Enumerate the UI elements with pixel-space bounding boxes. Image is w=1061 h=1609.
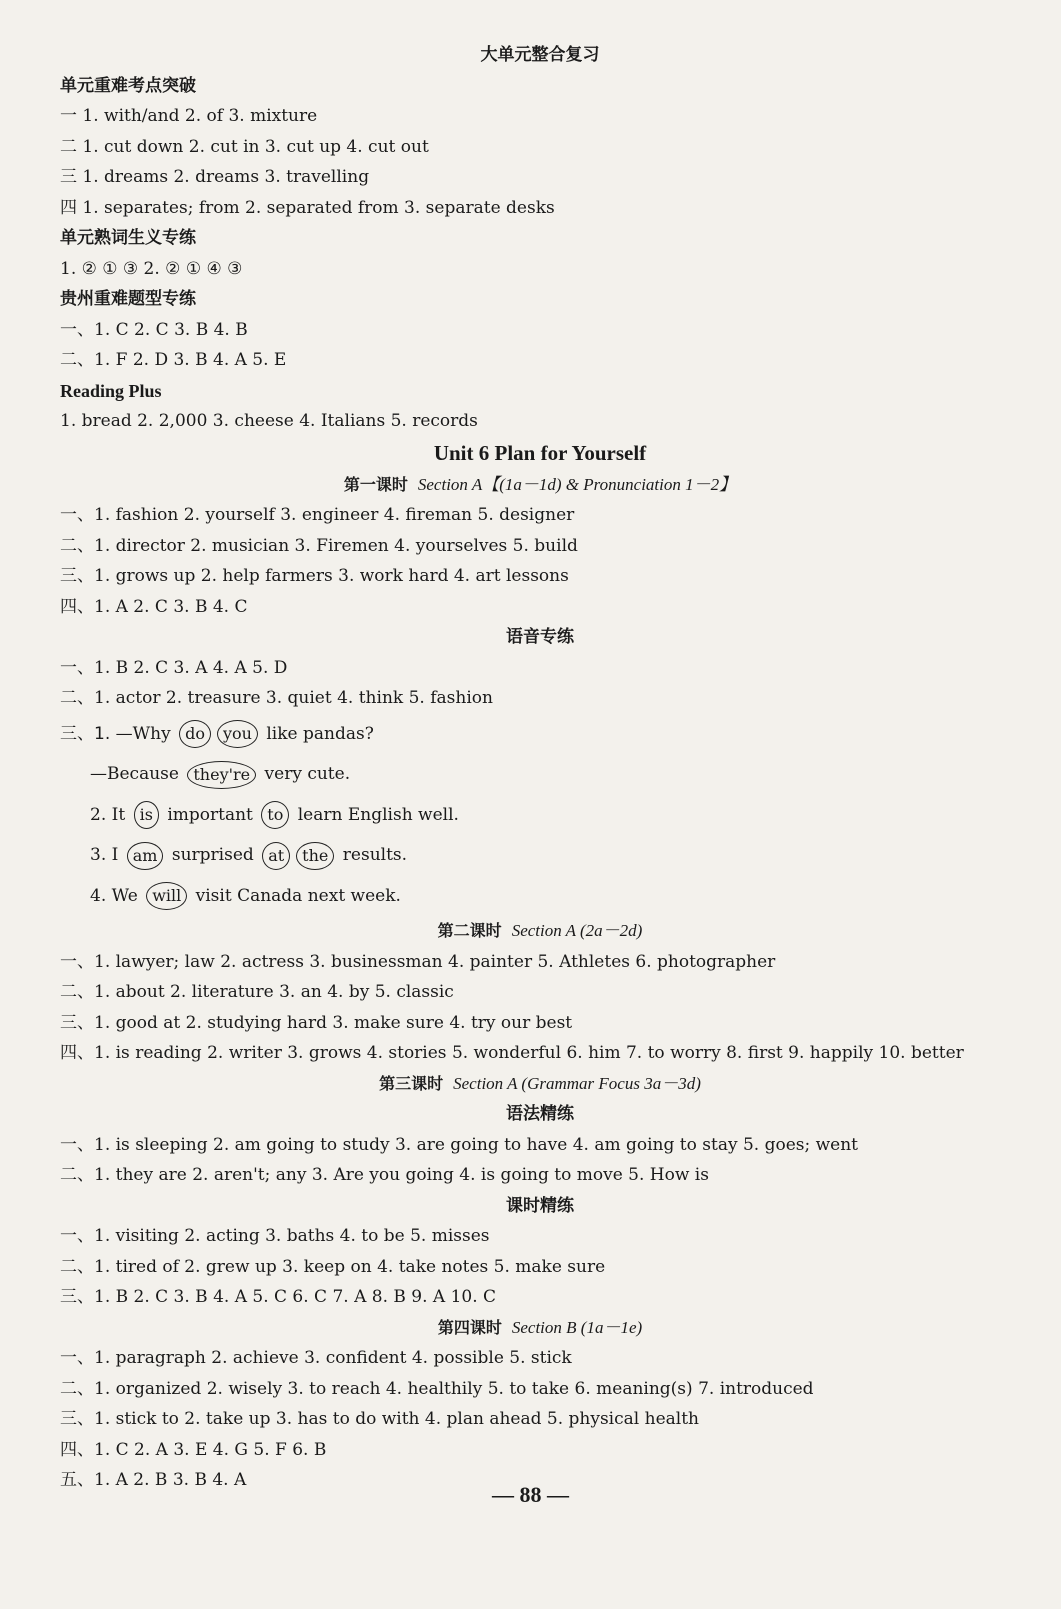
practice-answer-line: 二、1. tired of 2. grew up 3. keep on 4. take notes 5. make sure: [60, 1256, 606, 1277]
sentence-text: visit Canada next week.: [195, 885, 401, 906]
circled-word: you: [217, 720, 258, 748]
circled-word: to: [261, 801, 289, 829]
lesson-4-section: Section B (1a－1e): [511, 1317, 643, 1337]
lesson-1-answer-line: 一、1. fashion 2. yourself 3. engineer 4. fireman 5. designer: [60, 505, 575, 525]
lesson-3-heading: [60, 1069, 1020, 1100]
phonetics-line: [60, 795, 1020, 836]
practice-answer-line: 一、1. visiting 2. acting 3. baths 4. to be 5. misses: [60, 1226, 490, 1246]
practice-answer-line: 三、1. B 2. C 3. B 4. A 5. C 6. C 7. A 8. B 9. A 10. C: [60, 1287, 497, 1307]
lesson-4-heading: [60, 1313, 1020, 1344]
phonetics-answer-line: 一、1. B 2. C 3. A 4. A 5. D: [60, 657, 288, 678]
unit-title: Unit 6 Plan for Yourself: [433, 440, 647, 465]
item-label: 三、1.: [60, 723, 111, 744]
lesson-1-section: Section A【(1a－1d) & Pronunciation 1－2】: [417, 474, 737, 494]
circled-word: at: [262, 842, 290, 870]
lesson-3-section: Section A (Grammar Focus 3a－3d): [453, 1073, 701, 1093]
sentence-text: results.: [342, 845, 408, 865]
unit-review-section: [60, 71, 1020, 437]
lesson-4-answer-line: 三、1. stick to 2. take up 3. has to do with 4. plan ahead 5. physical health: [60, 1409, 699, 1429]
section-heading: 贵州重难题型专练: [60, 289, 196, 309]
review-answer-line: 1. bread 2. 2,000 3. cheese 4. Italians 5. records: [60, 411, 478, 431]
lesson-2-answer-line: 三、1. good at 2. studying hard 3. make sure 4. try our best: [60, 1012, 573, 1033]
page-header-title: 大单元整合复习: [480, 45, 600, 65]
circled-word: they're: [187, 761, 256, 789]
grammar-answer-line: 一、1. is sleeping 2. am going to study 3. are going to have 4. am going to stay 5. goes; went: [60, 1134, 859, 1155]
lesson-2-label: 第二课时: [437, 921, 502, 940]
phonetics-line: [60, 876, 1020, 917]
sentence-text: —Why: [115, 723, 171, 744]
phonetics-answer-line: 二、1. actor 2. treasure 3. quiet 4. think 5. fashion: [60, 688, 493, 708]
phonetics-line: [60, 714, 1020, 755]
sentence-text: learn English well.: [297, 804, 459, 825]
sentence-text: —Because: [90, 764, 179, 784]
section-heading: 单元熟词生义专练: [60, 228, 196, 248]
lesson-2-answer-line: 二、1. about 2. literature 3. an 4. by 5. classic: [60, 982, 454, 1002]
sentence-text: 2. It: [90, 804, 126, 825]
lesson-1-answer-line: 二、1. director 2. musician 3. Firemen 4. yourselves 5. build: [60, 535, 578, 556]
grammar-answers: [60, 1130, 1020, 1191]
lesson-1-answer-line: 三、1. grows up 2. help farmers 3. work hard 4. art lessons: [60, 566, 569, 586]
lesson-2-section: Section A (2a－2d): [511, 921, 643, 940]
circled-word: am: [127, 842, 164, 870]
lesson-1-answers: [60, 500, 1020, 622]
review-answer-line: 四 1. separates; from 2. separated from 3. separate desks: [60, 197, 555, 218]
phonetics-line: [60, 835, 1020, 876]
sentence-text: 3. I: [90, 845, 119, 865]
circled-word: do: [179, 720, 211, 748]
lesson-2-answer-line: 四、1. is reading 2. writer 3. grows 4. stories 5. wonderful 6. him 7. to worry 8. first 9. happily 10. better: [60, 1043, 964, 1063]
lesson-1-label: 第一课时: [343, 474, 408, 494]
lesson-1-heading: [60, 470, 1020, 501]
lesson-2-answer-line: 一、1. lawyer; law 2. actress 3. businessman 4. painter 5. Athletes 6. photographer: [60, 951, 776, 972]
circled-word: will: [146, 882, 187, 910]
review-answer-line: 1. ② ① ③ 2. ② ① ④ ③: [60, 258, 243, 279]
phonetics-answers: [60, 653, 1020, 714]
sentence-text: like pandas?: [266, 723, 374, 744]
phonetics-title: 语音专练: [506, 627, 574, 647]
answer-page: [60, 40, 1020, 1496]
phonetics-part-3: [60, 714, 1020, 917]
phonetics-line: [60, 754, 1020, 795]
grammar-title: 语法精练: [506, 1104, 574, 1124]
sentence-text: 4. We: [90, 885, 138, 906]
circled-word: is: [134, 801, 159, 829]
lesson-4-answers: [60, 1343, 1020, 1496]
lesson-4-answer-line: 五、1. A 2. B 3. B 4. A: [60, 1470, 247, 1490]
practice-title: 课时精练: [506, 1195, 574, 1216]
lesson-4-answer-line: 二、1. organized 2. wisely 3. to reach 4. healthily 5. to take 6. meaning(s) 7. introduced: [60, 1378, 814, 1399]
lesson-2-answers: [60, 947, 1020, 1069]
lesson-1-answer-line: 四、1. A 2. C 3. B 4. C: [60, 596, 248, 617]
section-heading: Reading Plus: [60, 380, 162, 401]
lesson-4-label: 第四课时: [437, 1317, 502, 1337]
sentence-text: surprised: [171, 845, 254, 865]
sentence-text: important: [167, 804, 253, 825]
circled-word: the: [296, 842, 334, 870]
lesson-3-label: 第三课时: [379, 1073, 444, 1093]
lesson-2-heading: [60, 916, 1020, 947]
review-answer-line: 一、1. C 2. C 3. B 4. B: [60, 319, 248, 340]
lesson-4-answer-line: 四、1. C 2. A 3. E 4. G 5. F 6. B: [60, 1439, 327, 1460]
review-answer-line: 二 1. cut down 2. cut in 3. cut up 4. cut out: [60, 136, 429, 157]
lesson-4-answer-line: 一、1. paragraph 2. achieve 3. confident 4. possible 5. stick: [60, 1348, 572, 1368]
section-heading: 单元重难考点突破: [60, 75, 196, 96]
grammar-answer-line: 二、1. they are 2. aren't; any 3. Are you going 4. is going to move 5. How is: [60, 1165, 709, 1185]
practice-answers: [60, 1221, 1020, 1313]
page-number: — 88 —: [492, 1482, 569, 1507]
review-answer-line: 二、1. F 2. D 3. B 4. A 5. E: [60, 350, 287, 370]
sentence-text: very cute.: [264, 764, 351, 784]
review-answer-line: 三 1. dreams 2. dreams 3. travelling: [60, 167, 370, 187]
review-answer-line: 一 1. with/and 2. of 3. mixture: [60, 106, 318, 126]
